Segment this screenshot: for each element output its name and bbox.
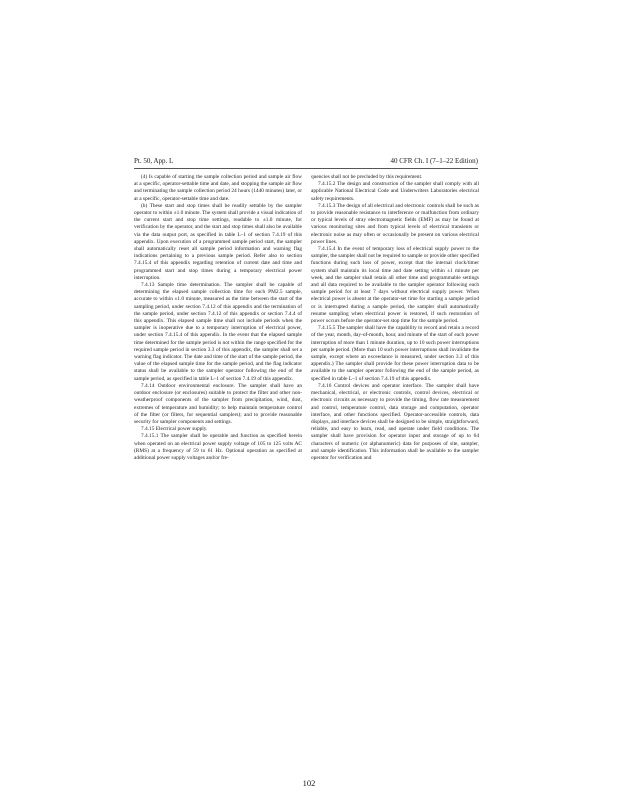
- header-rule: [134, 168, 478, 169]
- running-header: [134, 157, 478, 166]
- paragraph: 7.4.15 Electrical power supply.: [141, 426, 208, 433]
- paragraph: 7.4.15.4 In the event of temporary loss of electrical supply power to the sampler, the sampler shall not be required to sample or provide other specified functions during such loss of power, except that the internal clock/timer system shall maintain its local time and date setting within ±1 minute per week, and the sampler shall retain all other time and programmable settings and all data required to be available to the sampler operator following each sample period for at least 7 days without electrical supply power. When electrical power is absent at the operator-set time for starting a sample period or is interrupted during a sample period, the sampler shall automatically resume sampling when electrical power is restored, if such restoration of power occurs before the operator-set stop time for the sample period.: [311, 246, 479, 325]
- paragraph: 7.4.15.1 The sampler shall be operable and function as specified herein when operated on an electrical power supply voltage of 105 to 125 volts AC (RMS) at a frequency of 59 to 61 Hz. Optional operation as specified at additional power supply voltages and/or fre-: [134, 433, 302, 461]
- paragraph: 7.4.13 Sample time determination. The sampler shall be capable of determining the elapsed sample collection time for each PM2.5 sample, accurate to within ±1.0 minute, measured as the time between the start of the sampling period, under section 7.4.12 of this appendix and the termination of the sample period, under section 7.4.12 of this appendix or section 7.4.4 of this appendix. This elapsed sample time shall not include periods when the sampler is inoperative due to a temporary interruption of electrical power, under section 7.4.15.4 of this appendix. In the event that the elapsed sample time determined for the sample period is not within the range specified for the required sample period in section 3.3 of this appendix, the sampler shall set a warning flag indicator. The date and time of the start of the sample period, the value of the elapsed sample time for the sample period, and the flag indicator status shall be available to the sampler operator following the end of the sample period, as specified in table L–1 of section 7.4.19 of this appendix.: [134, 282, 302, 382]
- page-number: 102: [302, 778, 316, 788]
- paragraph: 7.4.15.2 The design and construction of the sampler shall comply with all applicable National Electrical Code and Underwriters Laboratories electrical safety requirements.: [311, 181, 479, 202]
- paragraph: 7.4.15.5 The sampler shall have the capability to record and retain a record of the year, month, day-of-month, hour, and minute of the start of each power interruption of more than 1 minute duration, up to 10 such power interruptions per sample period. (More than 10 such power interruptions shall invalidate the sample, except where an exceedance is measured, under section 3.3 of this appendix.) The sampler shall provide for these power interruption data to be available to the sampler operator following the end of the sample period, as specified in table L–1 of section 7.4.19 of this appendix.: [311, 325, 479, 382]
- paragraph: 7.4.14 Outdoor environmental enclosure. The sampler shall have an outdoor enclosure (or enclosures) suitable to protect the filter and other non-weatherproof components of the sampler from precipitation, wind, dust, extremes of temperature and humidity; to help maintain temperature control of the filter (or filters, for sequential samplers); and to provide reasonable security for sampler components and settings.: [134, 382, 302, 425]
- paragraph: 7.4.16 Control devices and operator interface. The sampler shall have mechanical, electrical, or electronic controls, control devices, electrical or electronic circuits as necessary to provide the timing, flow rate measurement and control, temperature control, data storage and computation, operator interface, and other functions specified. Operator-accessible controls, data displays, and interface devices shall be designed to be simple, straightforward, reliable, and easy to learn, read, and operate under field conditions. The sampler shall have provision for operator input and storage of up to 64 characters of numeric (or alphanumeric) data for purposes of site, sampler, and sample identification. This information shall be available to the sampler operator for verification and: [311, 382, 479, 461]
- right-column: [311, 174, 479, 462]
- paragraph: 7.4.15.3 The design of all electrical and electronic controls shall be such as to provide reasonable resistance to interference or malfunction from ordinary or typical levels of stray electromagnetic fields (EMF) as may be found at various monitoring sites and from typical levels of electrical transients or electronic noise as may often or occasionally be present on various electrical power lines.: [311, 202, 479, 245]
- paragraph: (b) These start and stop times shall be readily settable by the sampler operator to within ±1.0 minute. The system shall provide a visual indication of the current start and stop time settings, readable to ±1.0 minute, for verification by the operator, and the start and stop times shall also be available via the data output port, as specified in table L–1 of section 7.4.19 of this appendix. Upon execution of a programmed sample period start, the sampler shall automatically reset all sample period information and warning flag indications pertaining to a previous sample period. Refer also to section 7.4.15.4 of this appendix regarding retention of current date and time and programmed start and stop times during a temporary electrical power interruption.: [134, 202, 302, 281]
- left-column: [134, 174, 302, 462]
- paragraph: (4) Is capable of starting the sample collection period and sample air flow at a specific, operator-settable time and date, and stopping the sample air flow and terminating the sample collection period 24 hours (1440 minutes) later, or at a specific, operator-settable time and date.: [134, 174, 302, 202]
- header-part-appendix: Pt. 50, App. L: [134, 157, 174, 165]
- header-cfr-edition: 40 CFR Ch. I (7–1–22 Edition): [390, 157, 478, 165]
- paragraph: quencies shall not be precluded by this requirement.: [311, 174, 423, 180]
